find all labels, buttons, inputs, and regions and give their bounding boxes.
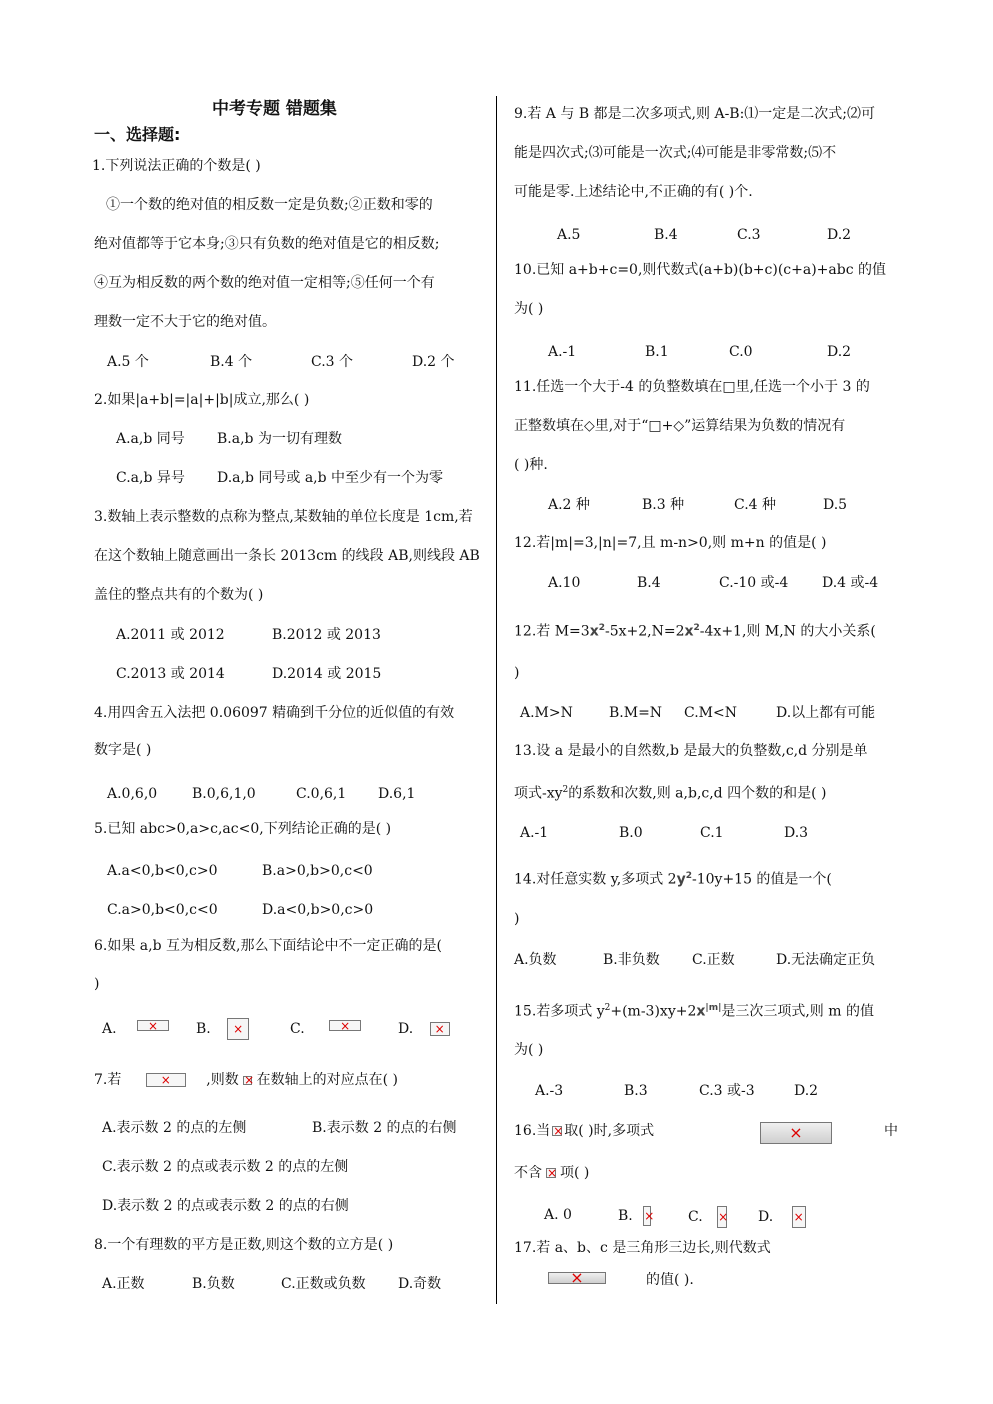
formula-image — [137, 1020, 169, 1031]
stem-text: -4x+1,则 M,N 的大小关系( — [699, 623, 876, 640]
formula-var: x — [589, 623, 599, 640]
stem-text: 取( )时,多项式 — [564, 1123, 655, 1139]
option-c — [290, 1020, 361, 1038]
option-c: C.1 — [700, 825, 724, 841]
formula-var: y — [676, 871, 686, 888]
option-d: D.4 或-4 — [822, 575, 879, 591]
question-text-line: 为( ) — [514, 301, 544, 317]
question-text-line: ( )种. — [514, 457, 548, 473]
question-text-line: 理数一定不大于它的绝对值。 — [94, 314, 276, 330]
option-c: C.3 — [737, 227, 761, 243]
option-d: D.以上都有可能 — [776, 705, 876, 721]
option-label: C. — [688, 1209, 703, 1225]
option-d: D.2 — [827, 227, 852, 243]
option-c: C.M<N — [684, 705, 737, 721]
stem-text: 不含 — [514, 1165, 542, 1181]
option-c: C.0 — [729, 344, 753, 360]
option-a: A.-1 — [520, 825, 549, 841]
option-b: B.4 — [637, 575, 661, 591]
question-text-line: ④互为相反数的两个数的绝对值一定相等;⑤任何一个有 — [94, 275, 435, 291]
option-b: B.4 — [654, 227, 678, 243]
question-text-line: 4.用四舍五入法把 0.06097 精确到千分位的近似值的有效 — [94, 705, 455, 721]
option-c: C.a>0,b<0,c<0 — [107, 902, 218, 918]
stem-text: -5x+2,N=2 — [604, 623, 685, 640]
formula-image — [792, 1206, 806, 1228]
option-a: A.M>N — [520, 705, 573, 721]
stem-text: ,则数 — [206, 1072, 239, 1088]
option-d: D.表示数 2 的点或表示数 2 的点的右侧 — [102, 1198, 349, 1214]
question-text-line: 的值( ). — [646, 1272, 694, 1288]
option-c: C.2013 或 2014 — [116, 666, 225, 682]
option-label: B. — [618, 1208, 633, 1224]
formula-exp: 2 — [685, 871, 692, 881]
question-stem — [94, 1071, 398, 1089]
question-text-line: 能是四次式;⑶可能是一次式;⑷可能是非零常数;⑸不 — [514, 145, 837, 161]
stem-text: 项( ) — [560, 1165, 590, 1181]
question-stem: 1.下列说法正确的个数是( ) — [92, 158, 261, 174]
question-text-line — [514, 1164, 589, 1182]
formula-image — [546, 1168, 556, 1178]
formula-image — [146, 1073, 186, 1087]
option-b: B.3 种 — [642, 497, 685, 513]
option-a: A.2011 或 2012 — [116, 627, 225, 643]
option-d: D.2014 或 2015 — [272, 666, 382, 682]
option-b: B.非负数 — [603, 952, 660, 968]
question-stem — [514, 867, 832, 889]
question-text-line: 11.任选一个大于-4 的负整数填在□里,任选一个小于 3 的 — [514, 379, 870, 395]
option-label: C. — [290, 1021, 305, 1037]
option-a: A.2 种 — [548, 497, 590, 513]
option-c: C.3 个 — [311, 354, 354, 370]
question-stem: 2.如果|a+b|=|a|+|b|成立,那么( ) — [94, 392, 310, 408]
formula-image — [227, 1018, 249, 1040]
option-c: C.0,6,1 — [296, 786, 347, 802]
option-c: C.表示数 2 的点或表示数 2 的点的左侧 — [102, 1159, 349, 1175]
option-b: B.0,6,1,0 — [192, 786, 256, 802]
formula-image — [643, 1206, 651, 1226]
question-text-line: 数字是( ) — [94, 742, 152, 758]
formula-image — [243, 1076, 252, 1085]
question-text-line: 盖住的整点共有的个数为( ) — [94, 587, 264, 603]
question-text-line: 3.数轴上表示整数的点称为整点,某数轴的单位长度是 1cm,若 — [94, 509, 473, 525]
option-d: D.2 个 — [412, 354, 455, 370]
option-b: B.3 — [624, 1083, 648, 1099]
option-c: C.正数或负数 — [281, 1276, 366, 1292]
option-a: A.5 个 — [107, 354, 149, 370]
option-a: A.负数 — [514, 952, 557, 968]
option-c — [688, 1206, 727, 1228]
option-c: C.3 或-3 — [699, 1083, 755, 1099]
question-stem: 8.一个有理数的平方是正数,则这个数的立方是( ) — [94, 1237, 394, 1253]
option-c: C.正数 — [692, 952, 735, 968]
formula-image — [548, 1272, 606, 1284]
question-text-line: 可能是零.上述结论中,不正确的有( )个. — [514, 184, 753, 200]
option-b: B.a,b 为一切有理数 — [217, 431, 342, 447]
option-a: A.表示数 2 的点的左侧 — [102, 1120, 247, 1136]
formula-exp: 2 — [693, 623, 700, 633]
question-stem — [514, 619, 876, 641]
question-text-line: 13.设 a 是最小的自然数,b 是最大的负整数,c,d 分别是单 — [514, 743, 868, 759]
formula-image — [760, 1122, 832, 1144]
section-heading: 一、选择题: — [94, 125, 181, 144]
option-a: A.-3 — [535, 1083, 564, 1099]
option-d: D.2 — [827, 344, 852, 360]
page-title: 中考专题 错题集 — [212, 99, 337, 119]
stem-text: -10y+15 的值是一个( — [691, 871, 832, 888]
question-text-line: 绝对值都等于它本身;③只有负数的绝对值是它的相反数; — [94, 236, 440, 252]
formula-image — [430, 1022, 450, 1036]
option-a: A.-1 — [548, 344, 577, 360]
option-b: B.1 — [645, 344, 669, 360]
question-text-line: 在这个数轴上随意画出一条长 2013cm 的线段 AB,则线段 AB — [94, 548, 480, 564]
formula-image — [329, 1020, 361, 1031]
question-stem: 5.已知 abc>0,a>c,ac<0,下列结论正确的是( ) — [94, 821, 392, 837]
question-stem: 12.若|m|=3,|n|=7,且 m-n>0,则 m+n 的值是( ) — [514, 535, 827, 551]
question-stem — [514, 1122, 654, 1140]
option-b: B.0 — [619, 825, 643, 841]
option-b — [196, 1018, 249, 1040]
question-text-line: 9.若 A 与 B 都是二次多项式,则 A-B:⑴一定是二次式;⑵可 — [514, 106, 876, 122]
option-c: C.a,b 异号 — [116, 470, 185, 486]
stem-text: 15.若多项式 y — [514, 1003, 605, 1020]
stem-text: 14.对任意实数 y,多项式 2 — [514, 871, 677, 888]
option-d: D.6,1 — [378, 786, 416, 802]
option-d — [398, 1020, 450, 1038]
option-b: B.表示数 2 的点的右侧 — [312, 1120, 457, 1136]
question-stem — [514, 999, 874, 1021]
stem-text: 项式-xy — [514, 785, 563, 802]
stem-text: 16.当 — [514, 1123, 551, 1139]
stem-text: 在数轴上的对应点在( ) — [256, 1072, 398, 1088]
formula-exp: |m| — [705, 1003, 722, 1013]
question-text-line: ) — [514, 911, 520, 927]
stem-text: 是三次三项式,则 m 的值 — [721, 1003, 874, 1020]
question-text-line: 正整数填在◇里,对于“□+◇”运算结果为负数的情况有 — [514, 418, 846, 434]
stem-text: +(m-3)xy+2 — [610, 1003, 697, 1020]
option-b — [618, 1206, 651, 1226]
option-a: A.0,6,0 — [107, 786, 158, 802]
option-c: C.-10 或-4 — [719, 575, 789, 591]
option-a: A.a<0,b<0,c>0 — [107, 863, 218, 879]
option-b: B.M=N — [609, 705, 663, 721]
option-b: B.负数 — [192, 1276, 235, 1292]
question-text-line: ) — [514, 665, 520, 681]
question-text-line: 10.已知 a+b+c=0,则代数式(a+b)(b+c)(c+a)+abc 的值 — [514, 262, 887, 278]
option-d: D.奇数 — [398, 1276, 442, 1292]
question-text-line: ) — [94, 976, 100, 992]
formula-var: x — [684, 623, 694, 640]
option-a: A.10 — [548, 575, 581, 591]
stem-text: 的系数和次数,则 a,b,c,d 四个数的和是( ) — [568, 785, 827, 802]
option-d: D.5 — [823, 497, 848, 513]
option-label: B. — [196, 1021, 211, 1037]
option-d: D.a,b 同号或 a,b 中至少有一个为零 — [217, 470, 444, 486]
option-d: D.a<0,b>0,c>0 — [262, 902, 374, 918]
option-c: C.4 种 — [734, 497, 777, 513]
formula-image — [552, 1126, 562, 1136]
formula-var: x — [696, 1003, 706, 1020]
option-b: B.4 个 — [210, 354, 253, 370]
column-divider — [496, 96, 497, 1304]
question-text-line: 17.若 a、b、c 是三角形三边长,则代数式 — [514, 1240, 771, 1256]
option-label: D. — [398, 1021, 414, 1037]
formula-exp: 2 — [562, 785, 569, 795]
formula-image — [717, 1206, 727, 1228]
stem-text: 中 — [884, 1123, 898, 1139]
option-d: D.2 — [794, 1083, 819, 1099]
formula-exp: 2 — [604, 1003, 611, 1013]
option-b: B.2012 或 2013 — [272, 627, 381, 643]
question-text-line: 为( ) — [514, 1042, 544, 1058]
question-text-line: ①一个数的绝对值的相反数一定是负数;②正数和零的 — [106, 197, 433, 213]
option-label: A. — [102, 1021, 117, 1037]
option-label: D. — [758, 1209, 774, 1225]
option-d — [758, 1206, 806, 1228]
stem-text: 7.若 — [94, 1072, 122, 1088]
question-text-line — [514, 781, 826, 803]
option-a: A.a,b 同号 — [116, 431, 185, 447]
option-d: D.3 — [784, 825, 809, 841]
stem-text: 12.若 M=3 — [514, 623, 590, 640]
option-a: A.正数 — [102, 1276, 145, 1292]
option-b: B.a>0,b>0,c<0 — [262, 863, 373, 879]
question-text-line: 6.如果 a,b 互为相反数,那么下面结论中不一定正确的是( — [94, 938, 442, 954]
option-a — [102, 1020, 169, 1038]
option-a: A.5 — [557, 227, 581, 243]
option-d: D.无法确定正负 — [776, 952, 876, 968]
formula-exp: 2 — [598, 623, 605, 633]
option-a: A. 0 — [544, 1207, 572, 1223]
